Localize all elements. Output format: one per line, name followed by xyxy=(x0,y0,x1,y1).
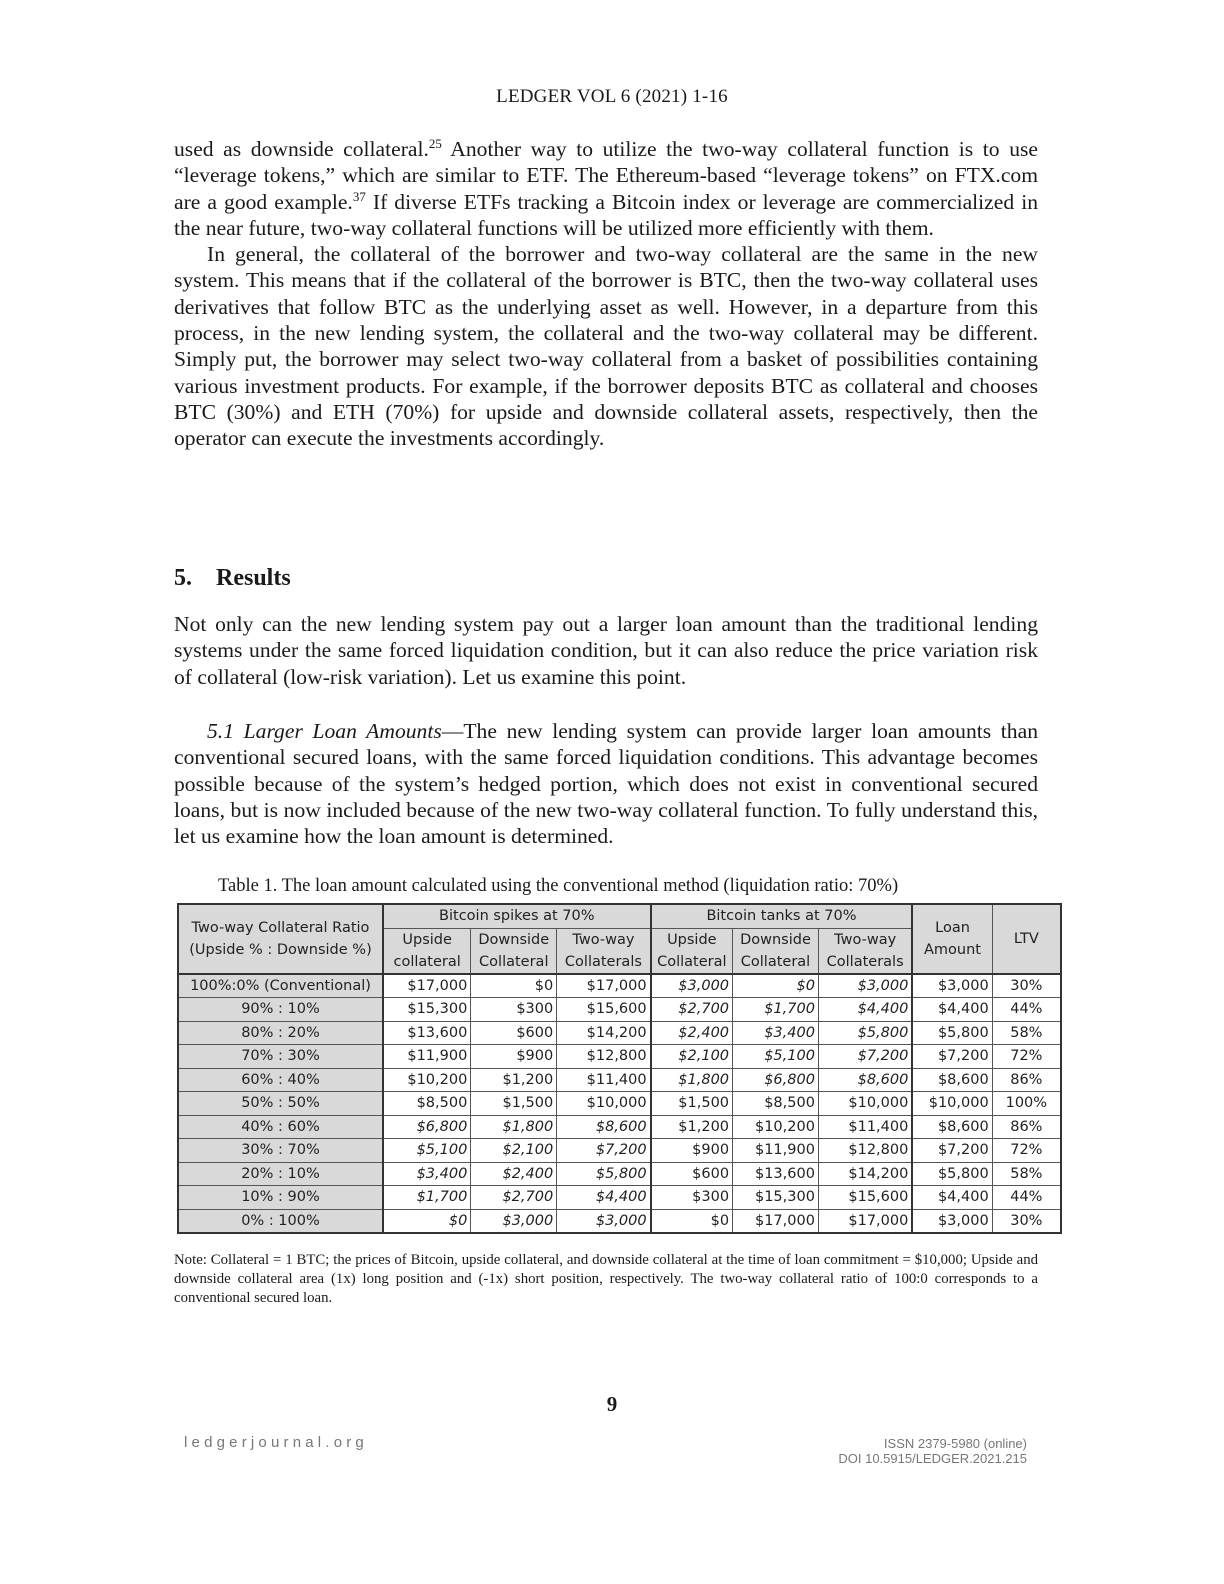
tanks-two-way-cell: $3,000 xyxy=(818,974,912,998)
table-row xyxy=(178,1139,1061,1163)
ltv-cell: 44% xyxy=(992,998,1061,1022)
group-header-tanks: Bitcoin tanks at 70% xyxy=(651,904,913,928)
spikes-two-way-cell: $12,800 xyxy=(557,1045,651,1069)
tanks-downside-cell: $11,900 xyxy=(733,1139,819,1163)
ltv-cell: 30% xyxy=(992,1209,1061,1233)
spikes-two-way-cell: $10,000 xyxy=(557,1092,651,1116)
loan-amount-header: Loan Amount xyxy=(912,904,992,974)
results-intro: Not only can the new lending system pay out a larger loan amount than the traditional lending systems under the same forced liquidation condition, but it can also reduce the price variation risk of collateral (low-risk variation). Let us examine this point. xyxy=(174,612,1038,689)
journal-site-link[interactable]: ledgerjournal.org xyxy=(184,1434,368,1451)
loan-amount-cell: $4,400 xyxy=(912,1186,992,1210)
spikes-downside-cell: $1,500 xyxy=(471,1092,557,1116)
ratio-header: Two-way Collateral Ratio (Upside % : Downside %) xyxy=(178,904,383,974)
spikes-two-way-cell: $11,400 xyxy=(557,1068,651,1092)
tanks-downside-cell: $13,600 xyxy=(733,1162,819,1186)
ratio-cell: 10% : 90% xyxy=(178,1186,383,1210)
spikes-upside-cell: $6,800 xyxy=(383,1115,471,1139)
tanks-two-way-cell: $15,600 xyxy=(818,1186,912,1210)
spikes-upside-cell: $8,500 xyxy=(383,1092,471,1116)
table-row xyxy=(178,1092,1061,1116)
table-row xyxy=(178,1021,1061,1045)
publication-ids xyxy=(838,1436,1027,1466)
spikes-downside-cell: $1,800 xyxy=(471,1115,557,1139)
table-row xyxy=(178,1115,1061,1139)
col-spikes-upside: Upside collateral xyxy=(383,928,471,974)
ratio-cell: 30% : 70% xyxy=(178,1139,383,1163)
tanks-upside-cell: $2,400 xyxy=(651,1021,733,1045)
loan-amount-cell: $4,400 xyxy=(912,998,992,1022)
ltv-cell: 30% xyxy=(992,974,1061,998)
spikes-upside-cell: $15,300 xyxy=(383,998,471,1022)
ratio-cell: 20% : 10% xyxy=(178,1162,383,1186)
ltv-cell: 58% xyxy=(992,1162,1061,1186)
subsection-5-1 xyxy=(174,718,1038,849)
intro-text-block xyxy=(174,136,1038,452)
tanks-two-way-cell: $10,000 xyxy=(818,1092,912,1116)
tanks-downside-cell: $8,500 xyxy=(733,1092,819,1116)
col-tanks-downside: Downside Collateral xyxy=(733,928,819,974)
group-header-spikes: Bitcoin spikes at 70% xyxy=(383,904,651,928)
running-head: LEDGER VOL 6 (2021) 1-16 xyxy=(496,86,728,107)
spikes-two-way-cell: $4,400 xyxy=(557,1186,651,1210)
ltv-cell: 86% xyxy=(992,1115,1061,1139)
spikes-downside-cell: $2,700 xyxy=(471,1186,557,1210)
loan-amount-cell: $7,200 xyxy=(912,1045,992,1069)
loan-amount-cell: $3,000 xyxy=(912,1209,992,1233)
loan-amount-cell: $3,000 xyxy=(912,974,992,998)
tanks-two-way-cell: $8,600 xyxy=(818,1068,912,1092)
loan-amount-table xyxy=(177,903,1062,1234)
ratio-cell: 0% : 100% xyxy=(178,1209,383,1233)
spikes-two-way-cell: $8,600 xyxy=(557,1115,651,1139)
table-row xyxy=(178,1068,1061,1092)
ltv-cell: 72% xyxy=(992,1139,1061,1163)
tanks-upside-cell: $3,000 xyxy=(651,974,733,998)
spikes-two-way-cell: $7,200 xyxy=(557,1139,651,1163)
spikes-upside-cell: $17,000 xyxy=(383,974,471,998)
spikes-two-way-cell: $14,200 xyxy=(557,1021,651,1045)
spikes-two-way-cell: $5,800 xyxy=(557,1162,651,1186)
loan-amount-cell: $8,600 xyxy=(912,1115,992,1139)
paragraph-1: used as downside collateral.$^{25}$ Another way to utilize the two-way collateral function is to use “leverage tokens,” which are similar to ETF. The Ethereum-based “leverage tokens” on FTX.com are a good example.$^{37}$ If diverse ETFs tracking a Bitcoin index or leverage are commercialized in the near future, two-way collateral functions will be utilized more efficiently with them. xyxy=(174,135,1038,240)
table-note: Note: Collateral = 1 BTC; the prices of Bitcoin, upside collateral, and downside collateral at the time of loan commitment = $10,000; Upside and downside collateral area (1x) long position and (-1x) short position, respectively. The two-way collateral ratio of 100:0 corresponds to a conventional secured loan. xyxy=(174,1252,1038,1306)
spikes-downside-cell: $0 xyxy=(471,974,557,998)
tanks-two-way-cell: $11,400 xyxy=(818,1115,912,1139)
spikes-upside-cell: $0 xyxy=(383,1209,471,1233)
ltv-cell: 72% xyxy=(992,1045,1061,1069)
tanks-downside-cell: $10,200 xyxy=(733,1115,819,1139)
spikes-upside-cell: $1,700 xyxy=(383,1186,471,1210)
spikes-two-way-cell: $17,000 xyxy=(557,974,651,998)
tanks-upside-cell: $2,700 xyxy=(651,998,733,1022)
loan-amount-cell: $5,800 xyxy=(912,1162,992,1186)
spikes-two-way-cell: $15,600 xyxy=(557,998,651,1022)
ltv-cell: 86% xyxy=(992,1068,1061,1092)
ratio-cell: 50% : 50% xyxy=(178,1092,383,1116)
col-spikes-two-way: Two-way Collaterals xyxy=(557,928,651,974)
footnote-ref[interactable]: 25 xyxy=(428,135,442,151)
tanks-upside-cell: $1,500 xyxy=(651,1092,733,1116)
ratio-cell: 60% : 40% xyxy=(178,1068,383,1092)
ltv-cell: 100% xyxy=(992,1092,1061,1116)
ltv-cell: 58% xyxy=(992,1021,1061,1045)
spikes-downside-cell: $2,400 xyxy=(471,1162,557,1186)
loan-amount-cell: $10,000 xyxy=(912,1092,992,1116)
loan-amount-cell: $7,200 xyxy=(912,1139,992,1163)
tanks-upside-cell: $300 xyxy=(651,1186,733,1210)
section-heading xyxy=(174,565,291,592)
tanks-upside-cell: $900 xyxy=(651,1139,733,1163)
loan-amount-cell: $5,800 xyxy=(912,1021,992,1045)
paragraph-2: In general, the collateral of the borrower and two-way collateral are the same in the new system. This means that if the collateral of the borrower is BTC, then the two-way collateral uses derivatives that follow BTC as the underlying asset as well. However, in a departure from this process, in the new lending system, the collateral and the two-way collateral may be different. Simply put, the borrower may select two-way collateral from a basket of possibilities containing various investment products. For example, if the borrower deposits BTC as collateral and chooses BTC (30%) and ETH (70%) for upside and downside collateral assets, respectively, then the operator can execute the investments accordingly. xyxy=(174,242,1038,451)
spikes-upside-cell: $3,400 xyxy=(383,1162,471,1186)
col-tanks-upside: Upside Collateral xyxy=(651,928,733,974)
table-caption: Table 1. The loan amount calculated using the conventional method (liquidation ratio: 70%) xyxy=(218,876,899,896)
spikes-downside-cell: $300 xyxy=(471,998,557,1022)
tanks-upside-cell: $1,800 xyxy=(651,1068,733,1092)
ratio-cell: 80% : 20% xyxy=(178,1021,383,1045)
table-row xyxy=(178,1162,1061,1186)
spikes-upside-cell: $11,900 xyxy=(383,1045,471,1069)
loan-amount-cell: $8,600 xyxy=(912,1068,992,1092)
tanks-two-way-cell: $12,800 xyxy=(818,1139,912,1163)
tanks-downside-cell: $17,000 xyxy=(733,1209,819,1233)
subsection-title: 5.1 Larger Loan Amounts xyxy=(207,719,442,743)
col-tanks-two-way: Two-way Collaterals xyxy=(818,928,912,974)
doi: DOI 10.5915/LEDGER.2021.215 xyxy=(838,1451,1027,1466)
spikes-upside-cell: $10,200 xyxy=(383,1068,471,1092)
tanks-downside-cell: $3,400 xyxy=(733,1021,819,1045)
tanks-downside-cell: $0 xyxy=(733,974,819,998)
tanks-upside-cell: $600 xyxy=(651,1162,733,1186)
issn: ISSN 2379-5980 (online) xyxy=(883,1436,1027,1451)
ltv-header: LTV xyxy=(992,904,1061,974)
spikes-upside-cell: $5,100 xyxy=(383,1139,471,1163)
tanks-downside-cell: $6,800 xyxy=(733,1068,819,1092)
tanks-downside-cell: $15,300 xyxy=(733,1186,819,1210)
table-row xyxy=(178,1209,1061,1233)
ratio-cell: 100%:0% (Conventional) xyxy=(178,974,383,998)
spikes-downside-cell: $1,200 xyxy=(471,1068,557,1092)
ratio-cell: 90% : 10% xyxy=(178,998,383,1022)
col-spikes-downside: Downside Collateral xyxy=(471,928,557,974)
spikes-upside-cell: $13,600 xyxy=(383,1021,471,1045)
tanks-two-way-cell: $17,000 xyxy=(818,1209,912,1233)
table-row xyxy=(178,998,1061,1022)
ratio-cell: 70% : 30% xyxy=(178,1045,383,1069)
spikes-downside-cell: $3,000 xyxy=(471,1209,557,1233)
table-row xyxy=(178,1045,1061,1069)
spikes-downside-cell: $900 xyxy=(471,1045,557,1069)
page-number: 9 xyxy=(606,1392,618,1416)
tanks-upside-cell: $2,100 xyxy=(651,1045,733,1069)
ratio-cell: 40% : 60% xyxy=(178,1115,383,1139)
spikes-two-way-cell: $3,000 xyxy=(557,1209,651,1233)
table-row xyxy=(178,974,1061,998)
table-row xyxy=(178,1186,1061,1210)
tanks-downside-cell: $1,700 xyxy=(733,998,819,1022)
tanks-two-way-cell: $5,800 xyxy=(818,1021,912,1045)
spikes-downside-cell: $600 xyxy=(471,1021,557,1045)
footnote-ref[interactable]: 37 xyxy=(352,188,366,204)
spikes-downside-cell: $2,100 xyxy=(471,1139,557,1163)
tanks-two-way-cell: $14,200 xyxy=(818,1162,912,1186)
subsection-text: —The new lending system can provide larger loan amounts than conventional secured loans, with the same forced liquidation conditions. This advantage becomes possible because of the system’s hedged portion, which does not exist in conventional secured loans, but is now included because of the new two-way collateral function. To fully understand this, let us examine how the loan amount is determined. xyxy=(174,719,1038,849)
ltv-cell: 44% xyxy=(992,1186,1061,1210)
section-number: 5. xyxy=(174,565,192,591)
section-title: Results xyxy=(216,565,291,591)
tanks-two-way-cell: $7,200 xyxy=(818,1045,912,1069)
tanks-upside-cell: $1,200 xyxy=(651,1115,733,1139)
tanks-upside-cell: $0 xyxy=(651,1209,733,1233)
tanks-downside-cell: $5,100 xyxy=(733,1045,819,1069)
tanks-two-way-cell: $4,400 xyxy=(818,998,912,1022)
